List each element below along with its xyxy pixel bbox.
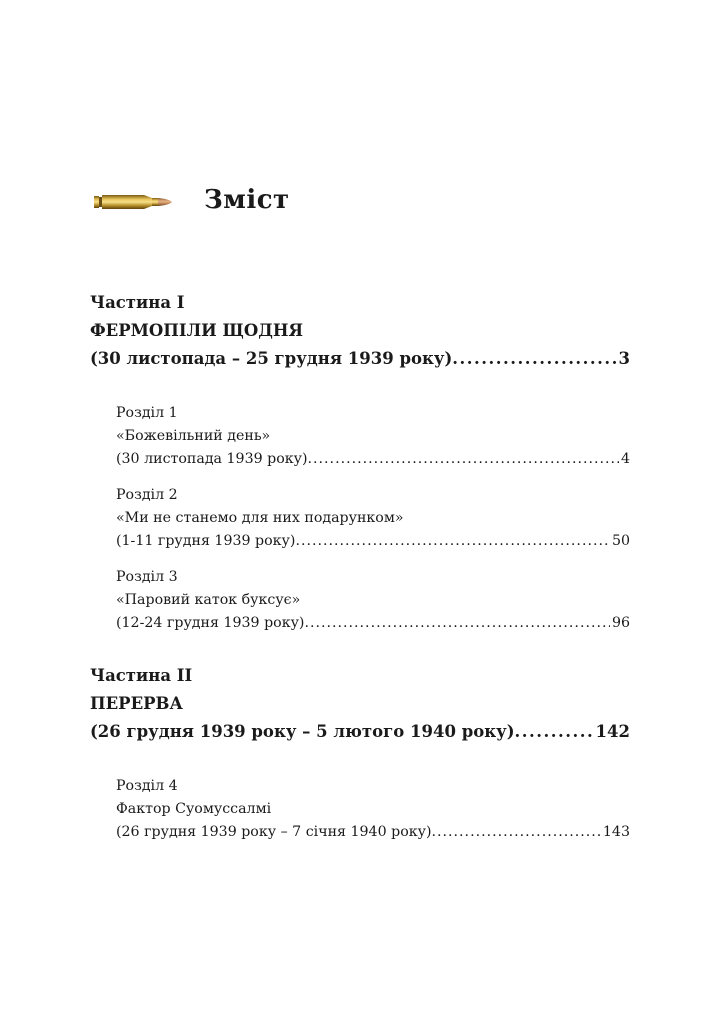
chapter-title: «Паровий каток буксує» — [116, 592, 301, 608]
toc-entry-part-2[interactable] — [90, 718, 630, 746]
chapter-1 — [116, 402, 630, 471]
dot-leader — [295, 530, 610, 553]
chapter-dates: (1-11 грудня 1939 року) — [116, 533, 296, 549]
part-title: ФЕРМОПІЛИ ЩОДНЯ — [90, 321, 304, 340]
toc-header — [92, 180, 652, 224]
part-dates: (26 грудня 1939 року – 5 лютого 1940 року) — [90, 722, 515, 741]
page-number: 50 — [611, 533, 630, 549]
toc-entry-chapter-3[interactable] — [116, 612, 630, 635]
toc-entry-part-1[interactable] — [90, 345, 630, 373]
chapter-label: Розділ 4 — [116, 778, 178, 794]
page-number: 96 — [611, 615, 630, 631]
part-dates: (30 листопада – 25 грудня 1939 року) — [90, 349, 453, 368]
page-number: 142 — [595, 722, 630, 741]
toc-entry-chapter-4[interactable] — [116, 821, 630, 844]
chapter-label: Розділ 2 — [116, 487, 178, 503]
part-label: Частина I — [90, 293, 185, 312]
dot-leader — [452, 345, 616, 373]
dot-leader — [304, 612, 609, 635]
chapter-dates: (26 грудня 1939 року – 7 січня 1940 року) — [116, 824, 432, 840]
page-number: 3 — [618, 349, 630, 368]
chapter-label: Розділ 1 — [116, 405, 178, 421]
chapter-label: Розділ 3 — [116, 569, 178, 585]
part-title: ПЕРЕРВА — [90, 694, 183, 713]
chapter-4 — [116, 775, 630, 844]
page-number: 4 — [620, 451, 630, 467]
page-title: Зміст — [204, 185, 290, 215]
bullet-cartridge-icon — [92, 190, 174, 214]
dot-leader — [515, 718, 594, 746]
chapter-dates: (30 листопада 1939 року) — [116, 451, 308, 467]
part-1 — [90, 289, 630, 373]
part-2 — [90, 662, 630, 746]
chapter-title: Фактор Суомуссалмі — [116, 801, 272, 817]
toc-entry-chapter-1[interactable] — [116, 448, 630, 471]
chapter-dates: (12-24 грудня 1939 року) — [116, 615, 305, 631]
page-number: 143 — [602, 824, 630, 840]
chapter-title: «Ми не станемо для них подарунком» — [116, 510, 404, 526]
dot-leader — [432, 821, 601, 844]
chapter-2 — [116, 484, 630, 553]
chapter-title: «Божевільний день» — [116, 428, 271, 444]
part-label: Частина II — [90, 666, 193, 685]
toc-entry-chapter-2[interactable] — [116, 530, 630, 553]
chapter-3 — [116, 566, 630, 635]
dot-leader — [308, 448, 619, 471]
